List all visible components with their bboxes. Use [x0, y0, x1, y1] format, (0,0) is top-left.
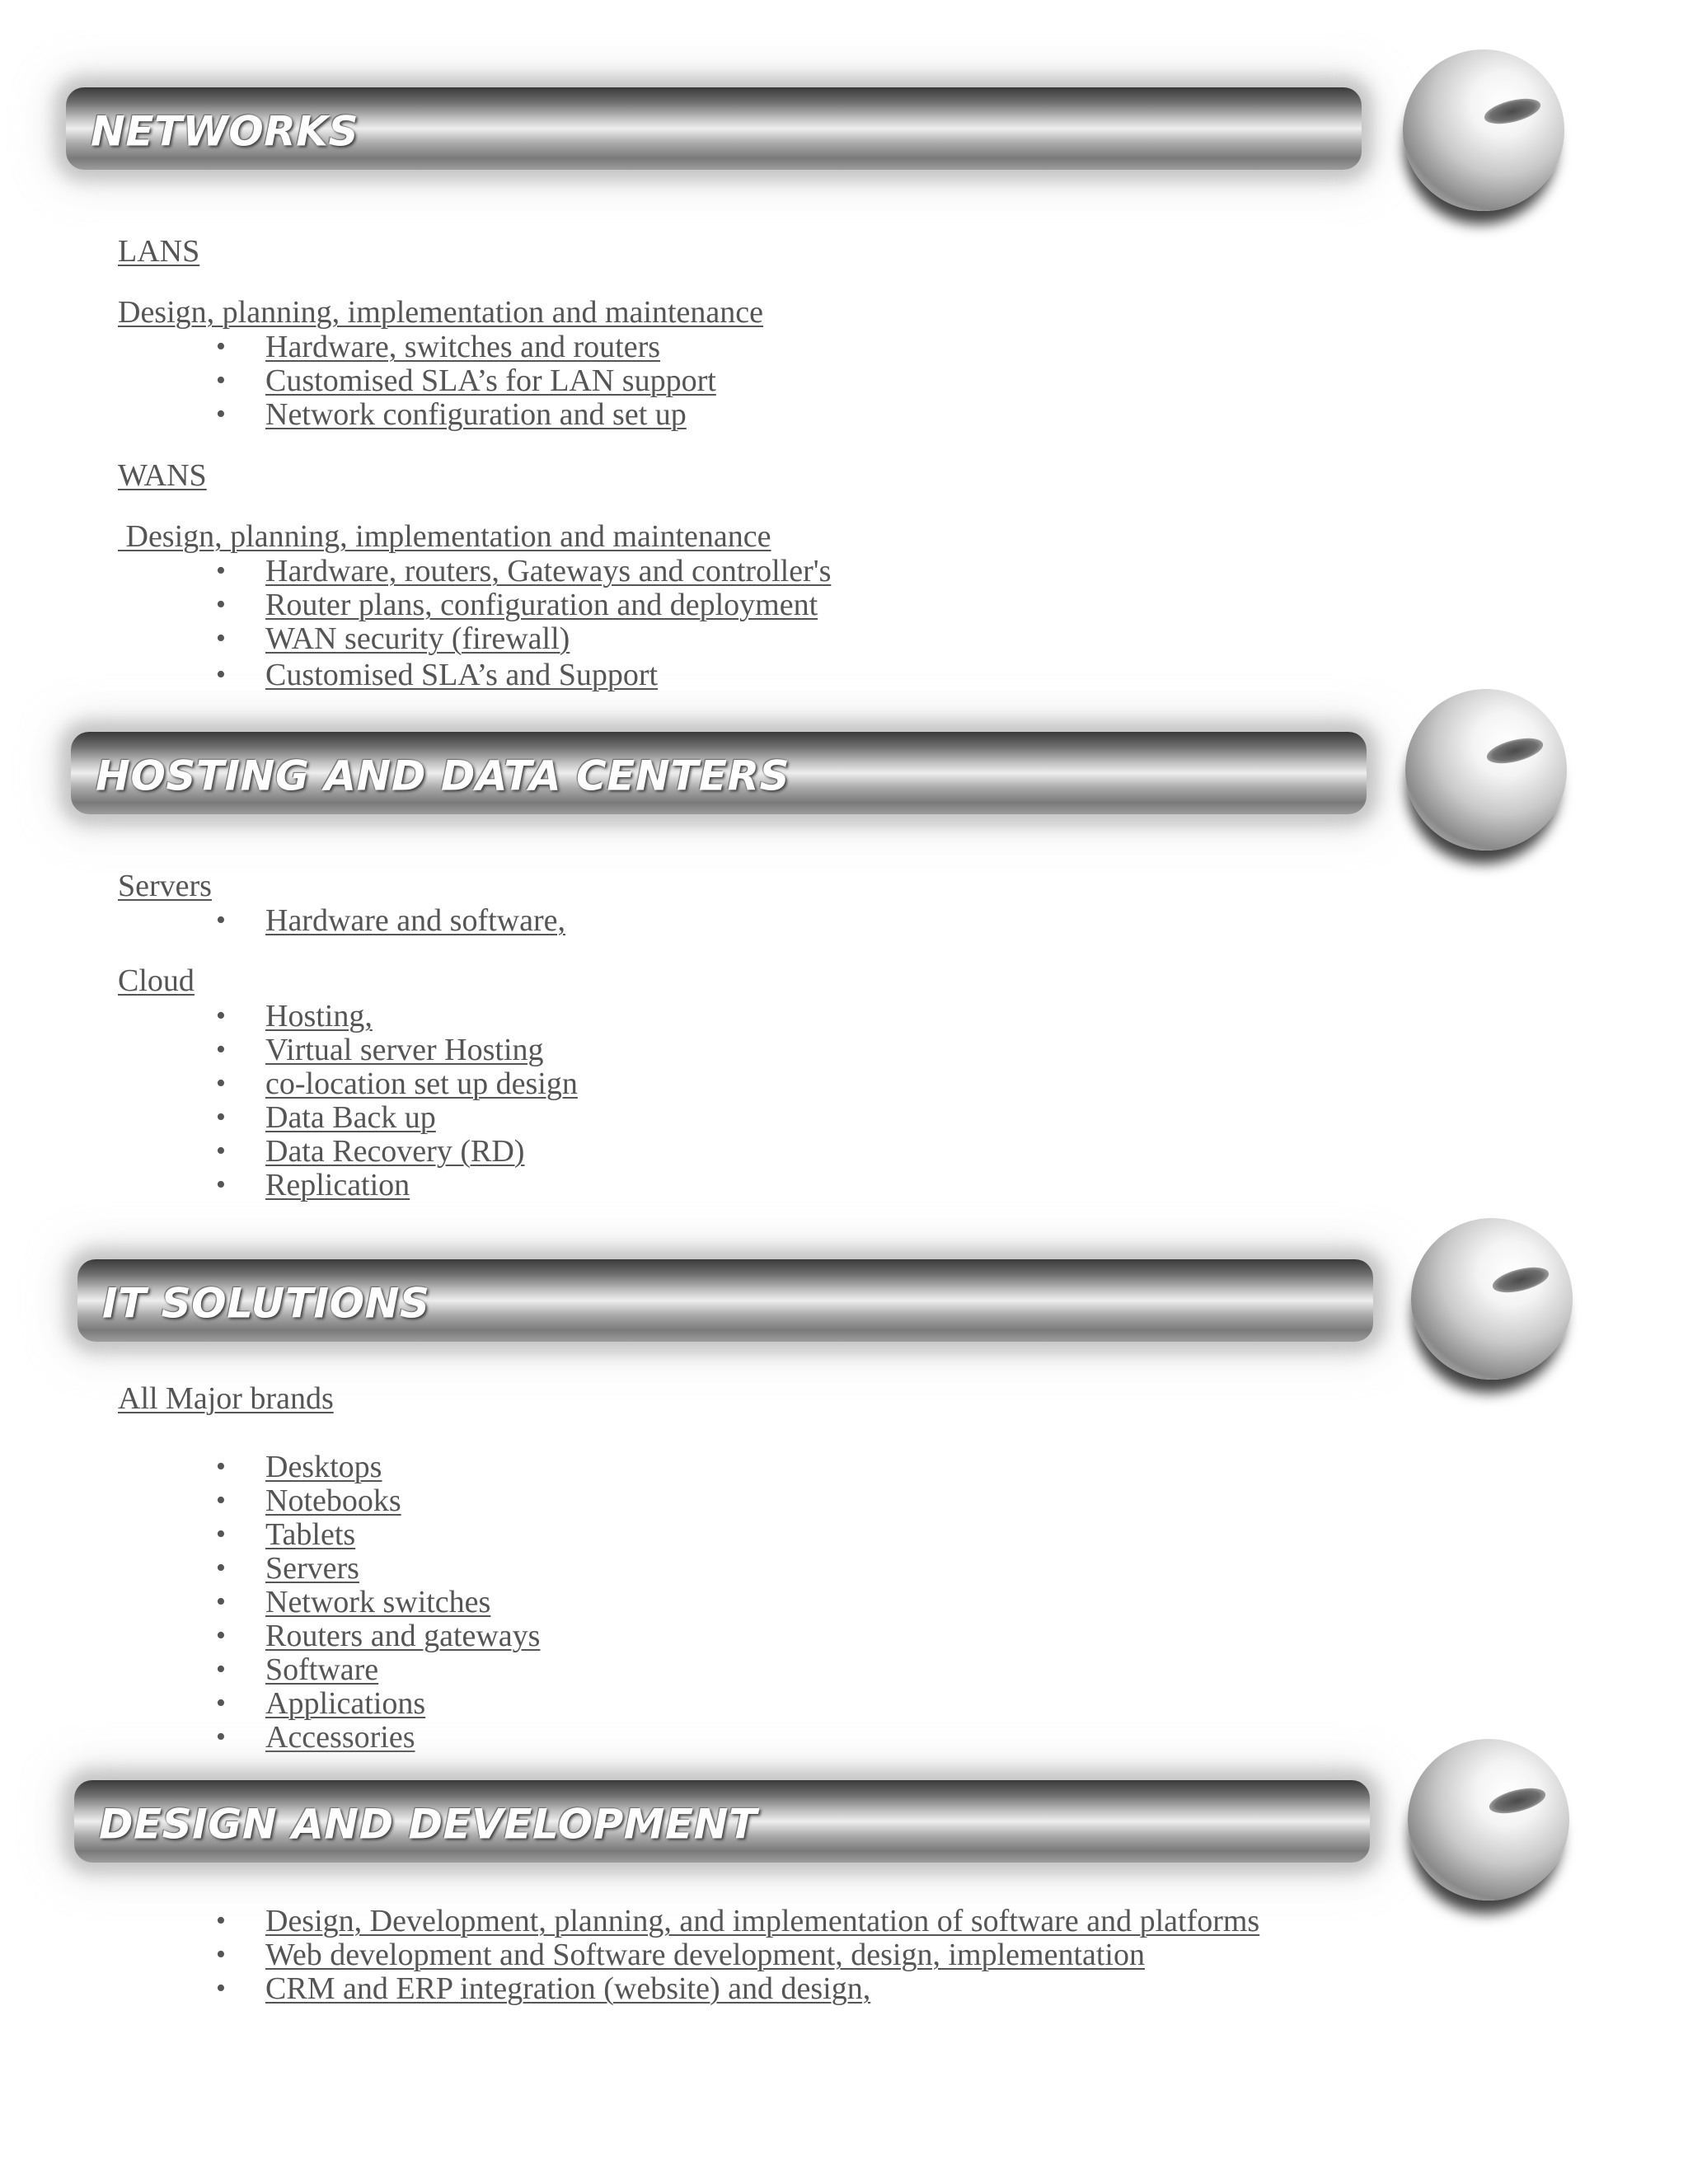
section-banner-design-development	[74, 1780, 1370, 1863]
bullet-icon: •	[216, 1001, 226, 1031]
list-item[interactable]: Hardware and software,	[265, 903, 565, 938]
list-item[interactable]: Hosting,	[265, 999, 373, 1033]
bullet-icon: •	[216, 365, 226, 396]
sphere-icon	[1403, 49, 1564, 211]
list-item[interactable]: Customised SLA’s and Support	[265, 658, 659, 692]
section-banner-hosting	[71, 732, 1367, 814]
subheading-all-major-brands[interactable]: All Major brands	[118, 1381, 334, 1416]
list-item[interactable]: Hardware, switches and routers	[265, 330, 661, 364]
list-item[interactable]: Virtual server Hosting	[265, 1033, 544, 1067]
bullet-icon: •	[216, 1169, 226, 1200]
bullet-icon: •	[216, 331, 226, 362]
bullet-icon: •	[216, 659, 226, 690]
sphere-icon	[1411, 1218, 1573, 1380]
bullet-icon: •	[216, 1553, 226, 1583]
bullet-icon: •	[216, 1102, 226, 1132]
subheading-lans[interactable]: LANS	[118, 234, 200, 269]
bullet-icon: •	[216, 1586, 226, 1617]
list-item[interactable]: Web development and Software development, design, implementation	[265, 1938, 1145, 1972]
list-item[interactable]: Customised SLA’s for LAN support	[265, 363, 716, 398]
list-item[interactable]: Servers	[265, 1551, 359, 1586]
list-item[interactable]: Replication	[265, 1168, 410, 1202]
section-title: NETWORKS	[91, 107, 359, 156]
bullet-icon: •	[216, 1451, 226, 1482]
list-item[interactable]: Network switches	[265, 1585, 491, 1619]
subheading-cloud[interactable]: Cloud	[118, 963, 195, 998]
subheading-servers[interactable]: Servers	[118, 869, 212, 903]
bullet-icon: •	[216, 1722, 226, 1752]
sphere-icon	[1408, 1739, 1569, 1900]
bullet-icon: •	[216, 399, 226, 429]
bullet-icon: •	[216, 905, 226, 935]
bullet-icon: •	[216, 1973, 226, 2004]
sphere-icon	[1405, 689, 1567, 851]
bullet-icon: •	[216, 623, 226, 654]
bullet-icon: •	[216, 589, 226, 620]
list-item[interactable]: CRM and ERP integration (website) and design,	[265, 1971, 871, 2006]
subheading-wan-design[interactable]: Design, planning, implementation and maintenance	[118, 519, 771, 554]
section-banner-it-solutions	[77, 1259, 1373, 1342]
list-item[interactable]: Network configuration and set up	[265, 397, 687, 432]
list-item[interactable]: co-location set up design	[265, 1066, 578, 1101]
list-item[interactable]: Router plans, configuration and deployment	[265, 588, 818, 622]
list-item[interactable]: Data Back up	[265, 1100, 436, 1135]
list-item[interactable]: Desktops	[265, 1450, 382, 1484]
section-title: HOSTING AND DATA CENTERS	[96, 752, 790, 800]
list-item[interactable]: Design, Development, planning, and implementation of software and platforms	[265, 1904, 1260, 1938]
list-item[interactable]: Notebooks	[265, 1483, 401, 1518]
bullet-icon: •	[216, 1034, 226, 1065]
list-item[interactable]: Accessories	[265, 1720, 415, 1755]
bullet-icon: •	[216, 1136, 226, 1166]
bullet-icon: •	[216, 1654, 226, 1685]
list-item[interactable]: Tablets	[265, 1517, 356, 1552]
bullet-icon: •	[216, 1485, 226, 1516]
list-item[interactable]: Applications	[265, 1686, 426, 1721]
subheading-lan-design[interactable]: Design, planning, implementation and maintenance	[118, 295, 764, 330]
list-item[interactable]: Data Recovery (RD)	[265, 1134, 525, 1169]
bullet-icon: •	[216, 1905, 226, 1936]
section-title: IT SOLUTIONS	[102, 1279, 430, 1328]
bullet-icon: •	[216, 555, 226, 586]
bullet-icon: •	[216, 1939, 226, 1970]
section-title: DESIGN AND DEVELOPMENT	[99, 1800, 757, 1849]
list-item[interactable]: Routers and gateways	[265, 1619, 541, 1653]
bullet-icon: •	[216, 1519, 226, 1549]
list-item[interactable]: Software	[265, 1652, 379, 1687]
bullet-icon: •	[216, 1688, 226, 1718]
bullet-icon: •	[216, 1068, 226, 1099]
bullet-icon: •	[216, 1620, 226, 1651]
list-item[interactable]: WAN security (firewall)	[265, 621, 570, 656]
list-item[interactable]: Hardware, routers, Gateways and controller's	[265, 554, 832, 588]
subheading-wans[interactable]: WANS	[118, 458, 207, 493]
section-banner-networks	[66, 87, 1362, 170]
